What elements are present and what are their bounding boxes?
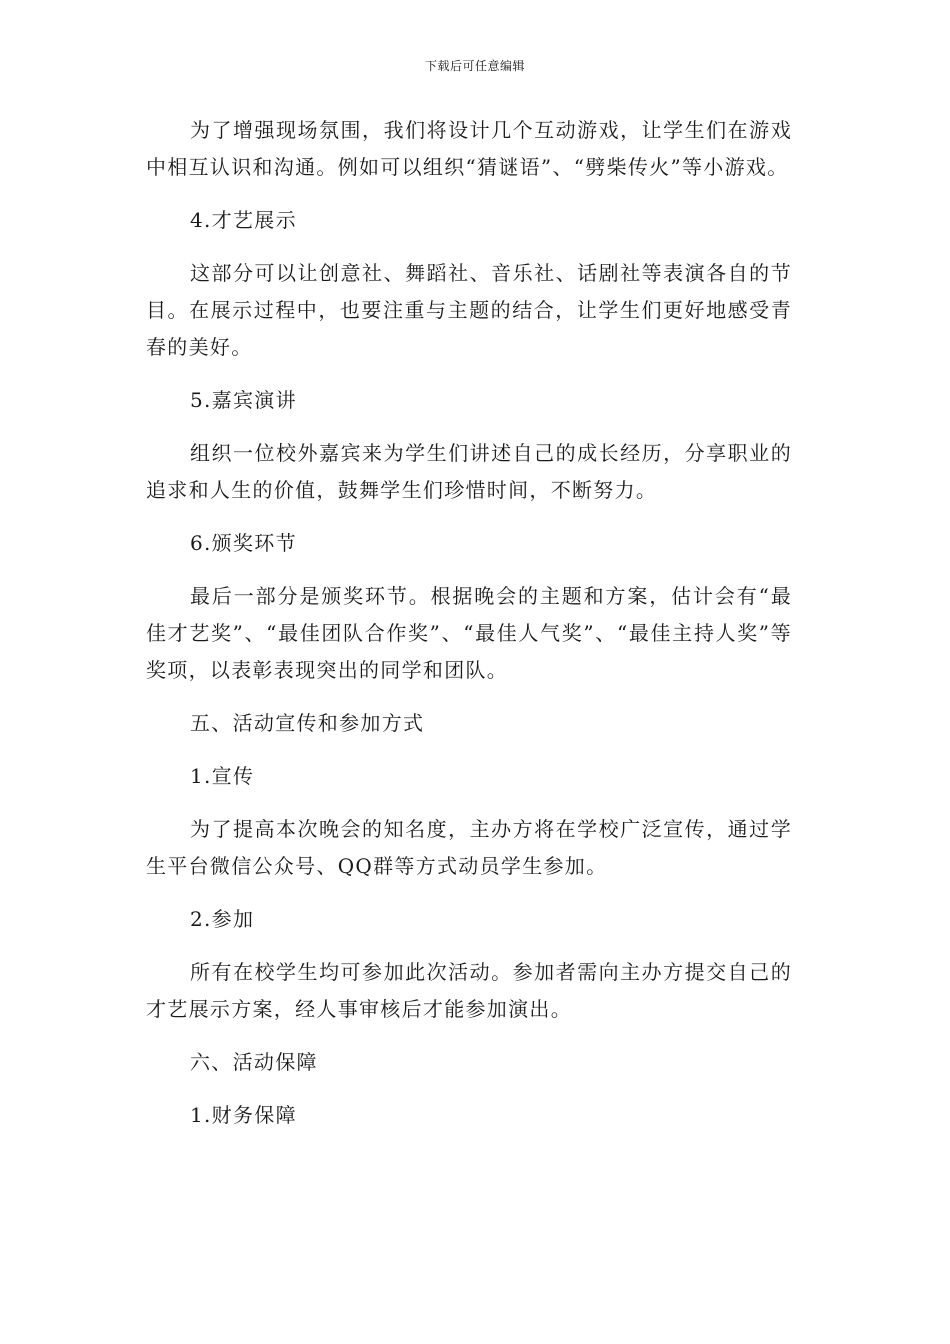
heading-finance: 1.财务保障 (190, 1103, 297, 1127)
heading-guest-speech: 5.嘉宾演讲 (190, 388, 297, 412)
paragraph-participation: 所有在校学生均可参加此次活动。参加者需向主办方提交自己的才艺展示方案，经人事审核后才能参加演出。 (146, 960, 792, 1021)
paragraph-interactive-games: 为了增强现场氛围，我们将设计几个互动游戏，让学生们在游戏中相互认识和沟通。例如可以组织“猜谜语”、“劈柴传火”等小游戏。 (146, 118, 792, 179)
document-body (146, 112, 792, 1150)
section-heading-promotion: 五、活动宣传和参加方式 (190, 711, 425, 735)
paragraph-talent-show: 这部分可以让创意社、舞蹈社、音乐社、话剧社等表演各自的节目。在展示过程中，也要注重与主题的结合，让学生们更好地感受青春的美好。 (146, 261, 792, 359)
heading-talent-show: 4.才艺展示 (190, 208, 297, 232)
heading-participation: 2.参加 (190, 907, 255, 931)
section-heading-guarantee: 六、活动保障 (190, 1050, 318, 1074)
paragraph-awards: 最后一部分是颁奖环节。根据晚会的主题和方案，估计会有“最佳才艺奖”、“最佳团队合作奖”、“最佳人气奖”、“最佳主持人奖”等奖项，以表彰表现突出的同学和团队。 (146, 584, 792, 682)
paragraph-promotion: 为了提高本次晚会的知名度，主办方将在学校广泛宣传，通过学生平台微信公众号、QQ群等方式动员学生参加。 (146, 817, 792, 878)
page-header: 下载后可任意编辑 (424, 59, 525, 73)
heading-promotion: 1.宣传 (190, 764, 255, 788)
paragraph-guest-speech: 组织一位校外嘉宾来为学生们讲述自己的成长经历，分享职业的追求和人生的价值，鼓舞学生们珍惜时间，不断努力。 (146, 441, 792, 502)
heading-awards: 6.颁奖环节 (190, 531, 297, 555)
